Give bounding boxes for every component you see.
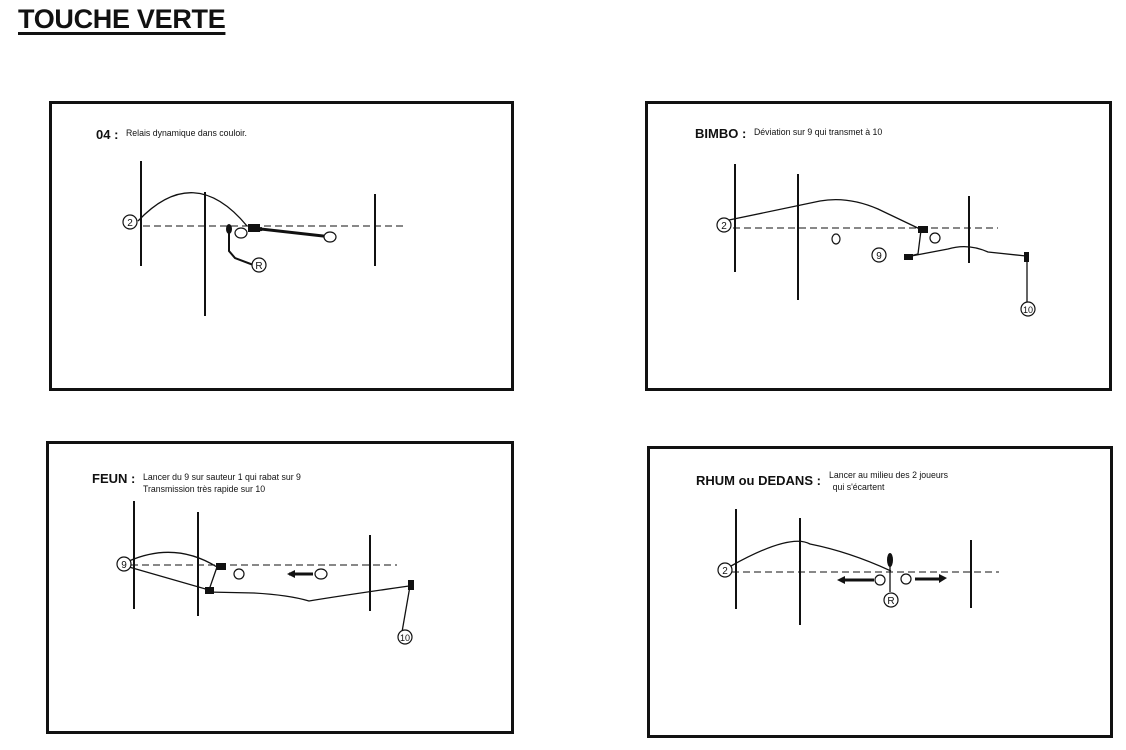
play-diagram [648,104,1115,394]
page-title: TOUCHE VERTE [18,4,226,34]
player-10-label: 10 [1022,305,1034,315]
pass-line [252,228,332,237]
play-code: RHUM ou DEDANS : [696,473,821,488]
description-line: Relais dynamique dans couloir. [126,128,248,139]
diagram-panel-feun [46,441,514,734]
thrower-label: 2 [127,218,133,229]
player-marker [205,587,214,594]
throw-trajectory [731,541,891,571]
diagram-panel-bimbo [645,101,1112,391]
description-line: Transmission très rapide sur 10 [143,484,266,495]
receiver-label: R [255,261,263,272]
player-10-label: 10 [399,633,411,643]
player-open-circle [235,228,247,238]
thrower-label: 9 [121,560,127,571]
arrow-head [837,576,845,584]
player-marker [216,563,226,570]
support-line [402,586,410,632]
arrow-head [287,570,295,578]
player-9-label: 9 [876,251,882,262]
play-diagram [52,104,517,394]
thrower-label: 2 [721,221,727,232]
player-marker [904,254,913,260]
description-line: qui s'écartent [832,482,885,493]
player-open-circle [234,569,244,579]
description-line: Déviation sur 9 qui transmet à 10 [754,127,883,138]
thrower-label: 2 [722,566,728,577]
deviation-line [906,230,921,257]
return-line [129,567,217,590]
player-marker [248,224,260,232]
play-diagram [49,444,517,737]
receiver-label: R [887,596,895,607]
diagram-panel-rhum-ou-dedans [647,446,1113,738]
player-marker [1024,252,1029,262]
player-marker [408,580,414,590]
player-open-circle [315,569,327,579]
description-line: Lancer du 9 sur sauteur 1 qui rabat sur 9 [143,472,302,483]
player-marker [226,224,232,234]
player-open-circle [901,574,911,584]
diagram-panel-04 [49,101,514,391]
arrow-head [939,574,947,583]
play-code: BIMBO : [695,126,747,141]
player-open-circle [930,233,940,243]
player-open-circle [324,232,336,242]
description-line: Lancer au milieu des 2 joueurs [828,470,948,481]
throw-trajectory [138,193,247,226]
play-code: FEUN : [92,471,136,486]
play-code: 04 : [96,127,119,142]
player-marker [918,226,928,233]
pass-line [207,586,409,601]
play-diagram [650,449,1116,741]
pass-line [906,247,1026,257]
player-open-circle [875,575,885,585]
throw-trajectory [729,200,922,230]
player-marker [887,553,893,567]
player-open-circle [832,234,840,244]
